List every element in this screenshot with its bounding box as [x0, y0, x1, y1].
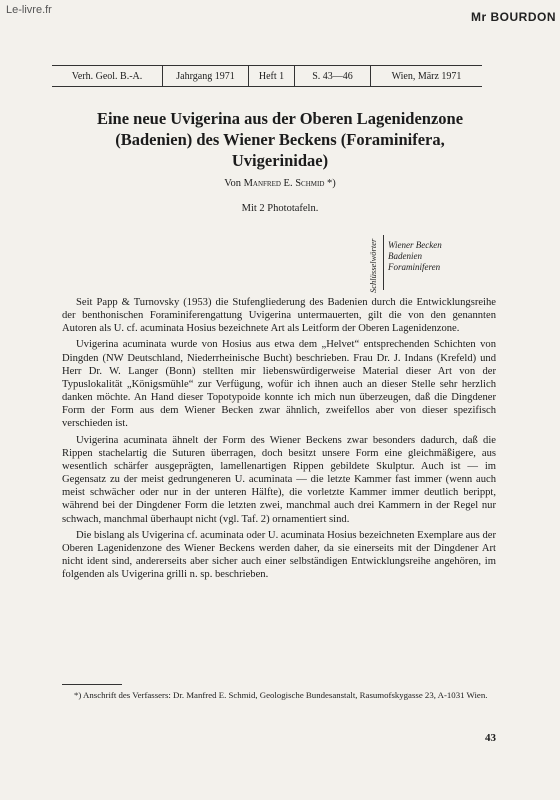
watermark-right: Mr BOURDON: [471, 10, 556, 24]
journal-header: [52, 65, 482, 87]
author-prefix: Von: [224, 178, 241, 189]
paragraph: Uvigerina acuminata ähnelt der Form des Wiener Beckens zwar besonders dadurch, daß die Rippen stachelartig die Suturen überragen, doch besitzt unsere Form eine gleichmäßigere, aus wesentlich schärfer ausgeprägten, lamellenartigen Rippen gebildete Skulptur. Auch ist — im Gegensatz zu der meist gedrungeneren U. acuminata — die letzte Kammer fast immer (wenn auch meist schwächer oder nur in der unteren Hälfte), die vorletzte Kammer immer deutlich berippt, während bei der Dingdener Form die letzten zwei, manchmal auch drei Kammern in der Regel nur schwach, manchmal überhaupt nicht (vgl. Taf. 2) ornamentiert sind.: [62, 434, 496, 525]
author-name: Manfred E. Schmid: [243, 178, 325, 189]
footnote: *) Anschrift des Verfassers: Dr. Manfred E. Schmid, Geologische Bundesanstalt, Rasumofskygasse 23, A-1031 Wien.: [74, 690, 488, 700]
author-footnote-mark: *): [324, 178, 336, 189]
journal-name: Verh. Geol. B.-A.: [52, 66, 163, 86]
author-line: [60, 178, 500, 189]
journal-pages: S. 43—46: [295, 66, 371, 86]
plates-note: Mit 2 Phototafeln.: [241, 203, 319, 214]
page-number: 43: [485, 732, 496, 744]
paragraph: Die bislang als Uvigerina cf. acuminata oder U. acuminata Hosius bezeichneten Exemplare aus der Oberen Lagenidenzone des Wiener Beckens werden daher, da sie einerseits mit der Dingdener Art nicht ident sind, andererseits aber sicher auch einer selbständigen Entwicklungsreihe angehören, im folgenden als Uvigerina grilli n. sp. beschrieben.: [62, 529, 496, 581]
keyword: Wiener Becken: [388, 240, 442, 250]
watermark-left: Le-livre.fr: [6, 4, 52, 16]
paragraph: Seit Papp & Turnovsky (1953) die Stufengliederung des Badenien durch die Entwicklungsreihe der benthonischen Foraminiferengattung Uvigerina untermauerten, gilt die von den genannten Autoren als U. cf. acuminata Hosius bezeichnete Art als Leitform der Oberen Lagenidenzone.: [62, 297, 496, 335]
footnote-divider: [62, 684, 122, 685]
keyword: Foraminiferen: [388, 262, 441, 272]
title-line: Eine neue Uvigerina aus der Oberen Lagenidenzone: [96, 109, 464, 128]
article-body: [62, 296, 496, 584]
title-line: (Badenien) des Wiener Beckens (Foraminifera,: [115, 130, 445, 149]
journal-year: Jahrgang 1971: [163, 66, 249, 86]
keyword: Badenien: [388, 251, 422, 261]
journal-issue: Heft 1: [249, 66, 295, 86]
journal-place-date: Wien, März 1971: [391, 70, 462, 82]
paragraph: Uvigerina acuminata wurde von Hosius aus etwa dem „Helvet“ entsprechenden Schichten von Dingden (NW Deutschland, Niederrheinische Bucht) beschrieben. Frau Dr. J. Indans (Krefeld) und Herr Dr. W. Langer (Bonn) stellten mir liebenswürdigerweise Material dieser Art von der Typuslokalität „Königsmühle“ zur Verfügung, wofür ich ihnen auch an dieser Stelle sehr herzlich danken möchte. An Hand dieser Topotypoide konnte ich mich nun überzeugen, daß die Dingdener Form der Form aus dem Wiener Becken zwar ähnlich, zweifellos aber von dieser spezifisch verschieden ist.: [62, 339, 496, 430]
keywords-divider: [383, 235, 384, 290]
article-title: [60, 108, 500, 171]
keywords-label: Schlüsselwörter: [368, 238, 378, 293]
keywords-list: [388, 240, 442, 273]
title-line: Uvigerinidae): [231, 151, 329, 170]
